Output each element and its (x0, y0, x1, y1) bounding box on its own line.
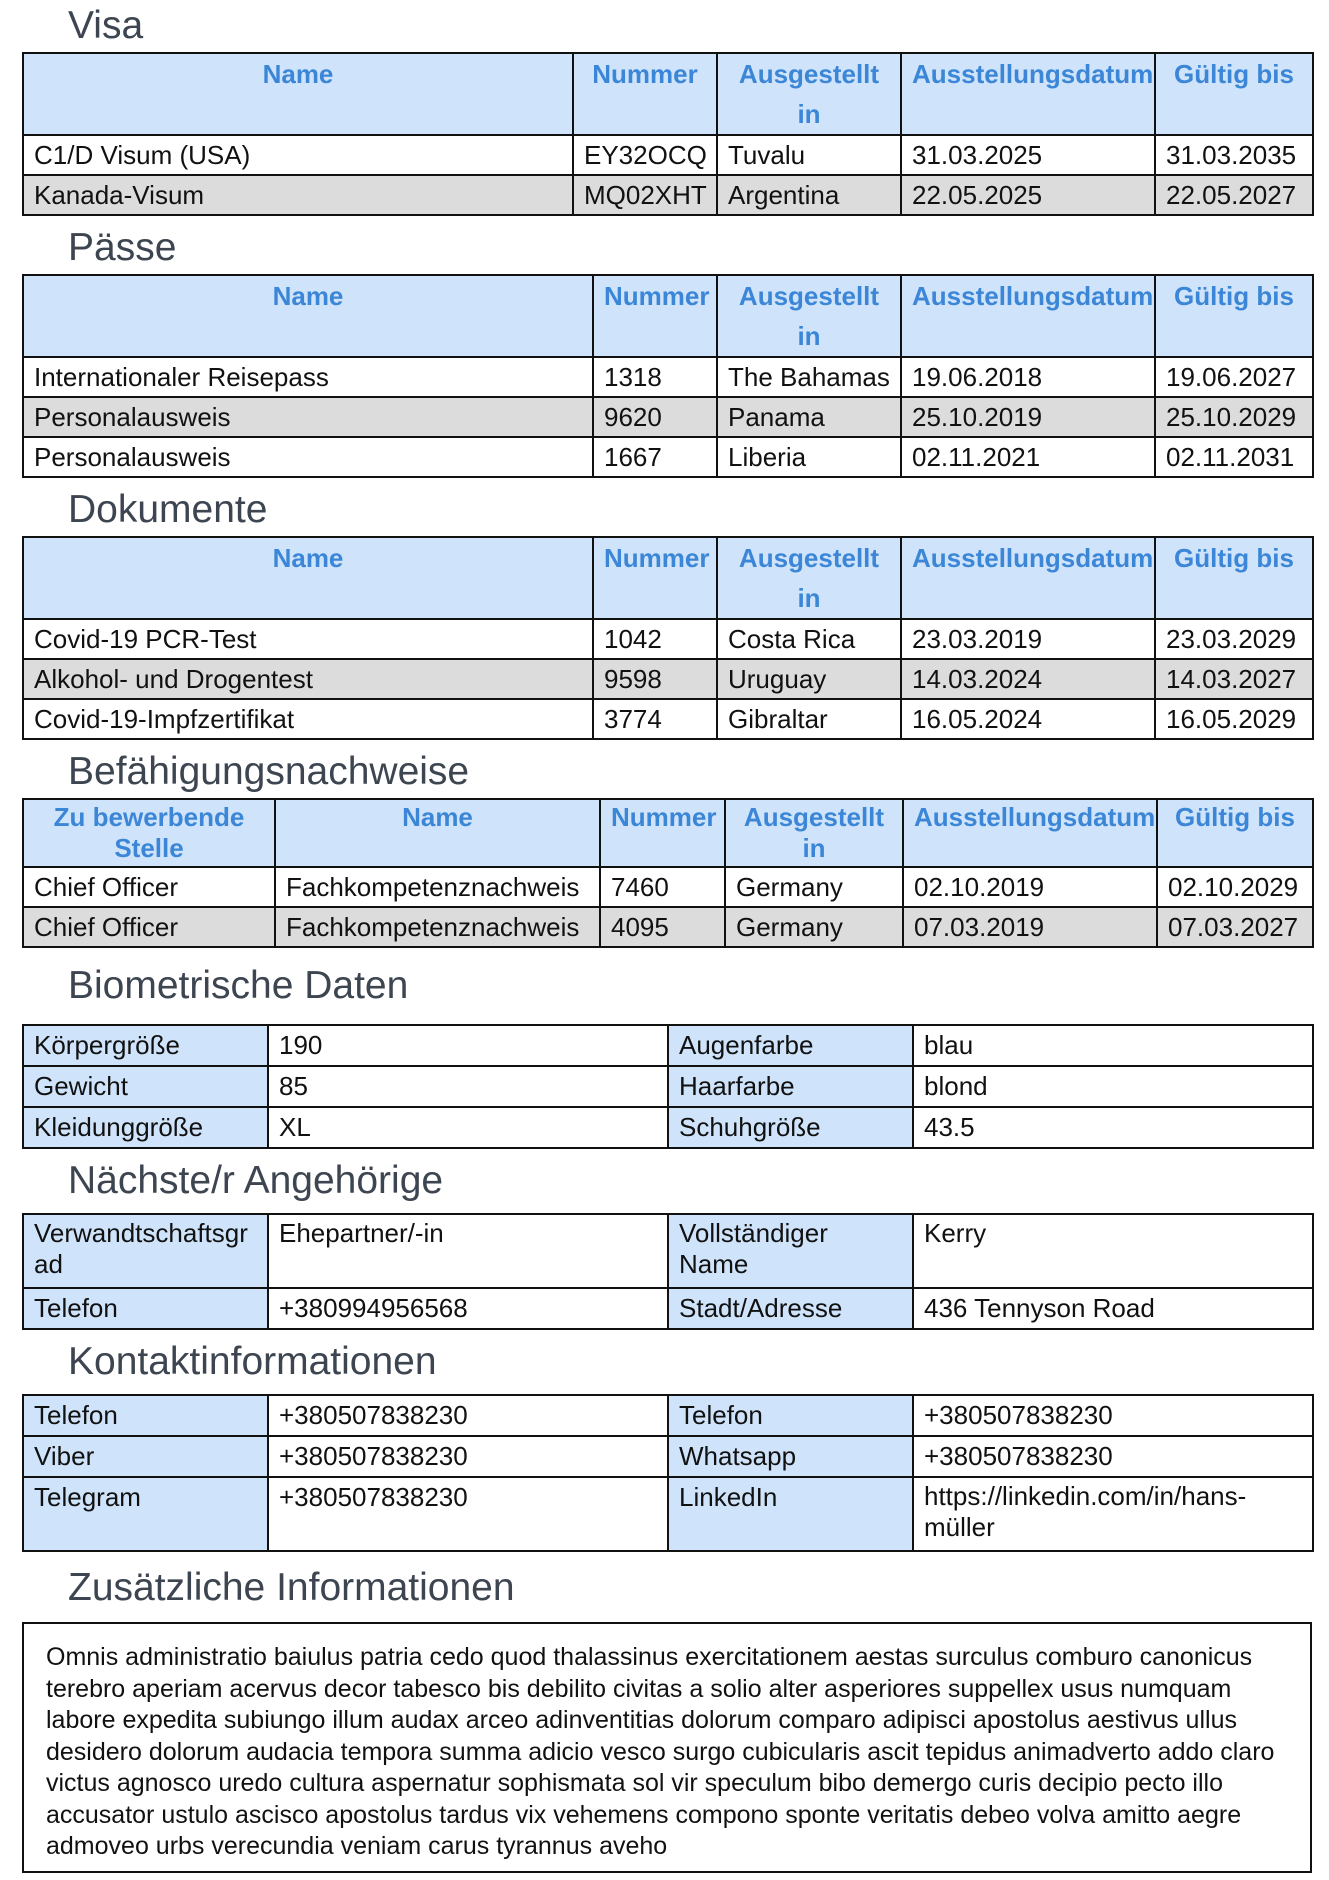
cell: Covid-19 PCR-Test (23, 619, 593, 659)
cell: 9620 (593, 397, 717, 437)
field-label: Stadt/Adresse (668, 1288, 913, 1329)
cell: Liberia (717, 437, 901, 477)
field-value: 436 Tennyson Road (913, 1288, 1313, 1329)
field-label: Schuhgröße (668, 1107, 913, 1148)
field-label: Verwandtschaftsgrad (23, 1214, 268, 1288)
field-label: LinkedIn (668, 1477, 913, 1551)
table-row (23, 1066, 1313, 1107)
column-header: Nummer (593, 275, 717, 357)
cell: 22.05.2025 (901, 175, 1155, 215)
section-title-kin: Nächste/r Angehörige (68, 1159, 444, 1202)
table-row (23, 437, 1313, 477)
section-title-contact: Kontaktinformationen (68, 1340, 437, 1383)
table-row (23, 1436, 1313, 1477)
field-label: Körpergröße (23, 1025, 268, 1066)
column-header: Gültig bis (1155, 537, 1313, 619)
table-row (23, 1214, 1313, 1288)
cell: 9598 (593, 659, 717, 699)
cell: 14.03.2024 (901, 659, 1155, 699)
cell: Germany (725, 867, 903, 907)
column-header: Ausstellungsdatum (903, 799, 1157, 867)
cell: Costa Rica (717, 619, 901, 659)
section-title-biometrics: Biometrische Daten (68, 964, 409, 1007)
cell: 14.03.2027 (1155, 659, 1313, 699)
cell: 25.10.2019 (901, 397, 1155, 437)
cell: Uruguay (717, 659, 901, 699)
section-title-passes: Pässe (68, 226, 177, 269)
table-row (23, 1107, 1313, 1148)
cell: Internationaler Reisepass (23, 357, 593, 397)
field-label: Haarfarbe (668, 1066, 913, 1107)
field-value: XL (268, 1107, 668, 1148)
column-header: Name (23, 537, 593, 619)
column-header: Ausstellungsdatum (901, 537, 1155, 619)
cell: 16.05.2029 (1155, 699, 1313, 739)
field-label: Whatsapp (668, 1436, 913, 1477)
cell: The Bahamas (717, 357, 901, 397)
kin-table (22, 1213, 1314, 1330)
column-header: Name (23, 53, 573, 135)
cell: 25.10.2029 (1155, 397, 1313, 437)
field-value: 85 (268, 1066, 668, 1107)
documents-table (22, 536, 1314, 740)
additional-info-text: Omnis administratio baiulus patria cedo quod thalassinus exercitationem aestas surculus comburo canonicus terebro aperiam acervus decor tabesco bis debilito civitas a solio alter asperiores suppellex usus numquam labore expedita subiungo illum audax arceo adinventitias dolorum comparo adipisci apostolus aestivus ullus desidero dolorum audacia tempora summa adicio vesco surgo cubicularis ascit tepidus animadverto addo claro victus agnosco uredo cultura aspernatur sophismata sol vir speculum bibo demergo curis decipio pecto illo accusator ustulo ascisco apostolus tardus vix vehemens compono sponte veritatis debeo volva amitto aegre admoveo urbs verecundia veniam carus tyrannus aveho (22, 1622, 1312, 1873)
table-row (23, 699, 1313, 739)
cell: 22.05.2027 (1155, 175, 1313, 215)
cell: Fachkompetenznachweis (275, 907, 600, 947)
field-label: Gewicht (23, 1066, 268, 1107)
field-value: Ehepartner/-in (268, 1214, 668, 1288)
field-label: Viber (23, 1436, 268, 1477)
field-value: +380994956568 (268, 1288, 668, 1329)
cell: Tuvalu (717, 135, 901, 175)
cell: Covid-19-Impfzertifikat (23, 699, 593, 739)
cell: Alkohol- und Drogentest (23, 659, 593, 699)
certificates-table (22, 798, 1314, 948)
cell: Chief Officer (23, 907, 275, 947)
field-label: Telefon (668, 1395, 913, 1436)
table-row (23, 907, 1313, 947)
cell: MQ02XHT (573, 175, 717, 215)
cell: 19.06.2027 (1155, 357, 1313, 397)
table-row (23, 135, 1313, 175)
column-header: Gültig bis (1155, 53, 1313, 135)
section-title-documents: Dokumente (68, 488, 268, 531)
column-header: Ausstellungsdatum (901, 275, 1155, 357)
section-title-certificates: Befähigungsnachweise (68, 750, 470, 793)
table-row (23, 1025, 1313, 1066)
cell: 7460 (600, 867, 725, 907)
field-value: +380507838230 (268, 1436, 668, 1477)
cell: Personalausweis (23, 397, 593, 437)
column-header: Nummer (600, 799, 725, 867)
cell: Germany (725, 907, 903, 947)
field-value: blond (913, 1066, 1313, 1107)
field-label: Vollständiger Name (668, 1214, 913, 1288)
table-row (23, 175, 1313, 215)
table-header-row (23, 799, 1313, 867)
table-row (23, 1288, 1313, 1329)
cell: 02.10.2029 (1157, 867, 1313, 907)
column-header: Ausgestellt in (725, 799, 903, 867)
field-value: +380507838230 (913, 1395, 1313, 1436)
cell: 02.10.2019 (903, 867, 1157, 907)
table-header-row (23, 53, 1313, 135)
field-value: +380507838230 (913, 1436, 1313, 1477)
cell: Gibraltar (717, 699, 901, 739)
cell: 4095 (600, 907, 725, 947)
cell: 3774 (593, 699, 717, 739)
cell: 19.06.2018 (901, 357, 1155, 397)
field-label: Kleidunggröße (23, 1107, 268, 1148)
cell: 16.05.2024 (901, 699, 1155, 739)
cell: C1/D Visum (USA) (23, 135, 573, 175)
table-row (23, 659, 1313, 699)
cell: 23.03.2019 (901, 619, 1155, 659)
cell: 02.11.2031 (1155, 437, 1313, 477)
field-value: blau (913, 1025, 1313, 1066)
contact-table (22, 1394, 1314, 1552)
column-header: Ausstellungsdatum (901, 53, 1155, 135)
table-row (23, 867, 1313, 907)
section-title-visa: Visa (68, 4, 144, 47)
table-row (23, 1395, 1313, 1436)
cell: 1042 (593, 619, 717, 659)
cell: Argentina (717, 175, 901, 215)
passes-table (22, 274, 1314, 478)
table-row (23, 357, 1313, 397)
cell: Panama (717, 397, 901, 437)
table-header-row (23, 537, 1313, 619)
column-header: Zu bewerbende Stelle (23, 799, 275, 867)
cell: 02.11.2021 (901, 437, 1155, 477)
cell: Kanada-Visum (23, 175, 573, 215)
cell: Fachkompetenznachweis (275, 867, 600, 907)
cell: EY32OCQ (573, 135, 717, 175)
column-header: Name (23, 275, 593, 357)
field-label: Telegram (23, 1477, 268, 1551)
cell: 07.03.2027 (1157, 907, 1313, 947)
table-row (23, 619, 1313, 659)
field-label: Telefon (23, 1395, 268, 1436)
cell: 1318 (593, 357, 717, 397)
visa-table (22, 52, 1314, 216)
document-page (22, 0, 1312, 1873)
field-value: 190 (268, 1025, 668, 1066)
table-row (23, 1477, 1313, 1551)
field-value: Kerry (913, 1214, 1313, 1288)
column-header: Ausgestellt in (717, 537, 901, 619)
column-header: Nummer (593, 537, 717, 619)
section-title-additional: Zusätzliche Informationen (68, 1566, 515, 1609)
table-header-row (23, 275, 1313, 357)
field-value: +380507838230 (268, 1477, 668, 1551)
field-value: 43.5 (913, 1107, 1313, 1148)
column-header: Name (275, 799, 600, 867)
field-value: +380507838230 (268, 1395, 668, 1436)
cell: 23.03.2029 (1155, 619, 1313, 659)
biometrics-table (22, 1024, 1314, 1149)
column-header: Ausgestellt in (717, 53, 901, 135)
field-label: Augenfarbe (668, 1025, 913, 1066)
cell: 07.03.2019 (903, 907, 1157, 947)
column-header: Gültig bis (1155, 275, 1313, 357)
linkedin-link[interactable]: https://linkedin.com/in/hans-müller (913, 1477, 1313, 1551)
column-header: Gültig bis (1157, 799, 1313, 867)
field-label: Telefon (23, 1288, 268, 1329)
cell: Personalausweis (23, 437, 593, 477)
cell: 31.03.2035 (1155, 135, 1313, 175)
table-row (23, 397, 1313, 437)
cell: Chief Officer (23, 867, 275, 907)
cell: 1667 (593, 437, 717, 477)
column-header: Ausgestellt in (717, 275, 901, 357)
column-header: Nummer (573, 53, 717, 135)
cell: 31.03.2025 (901, 135, 1155, 175)
